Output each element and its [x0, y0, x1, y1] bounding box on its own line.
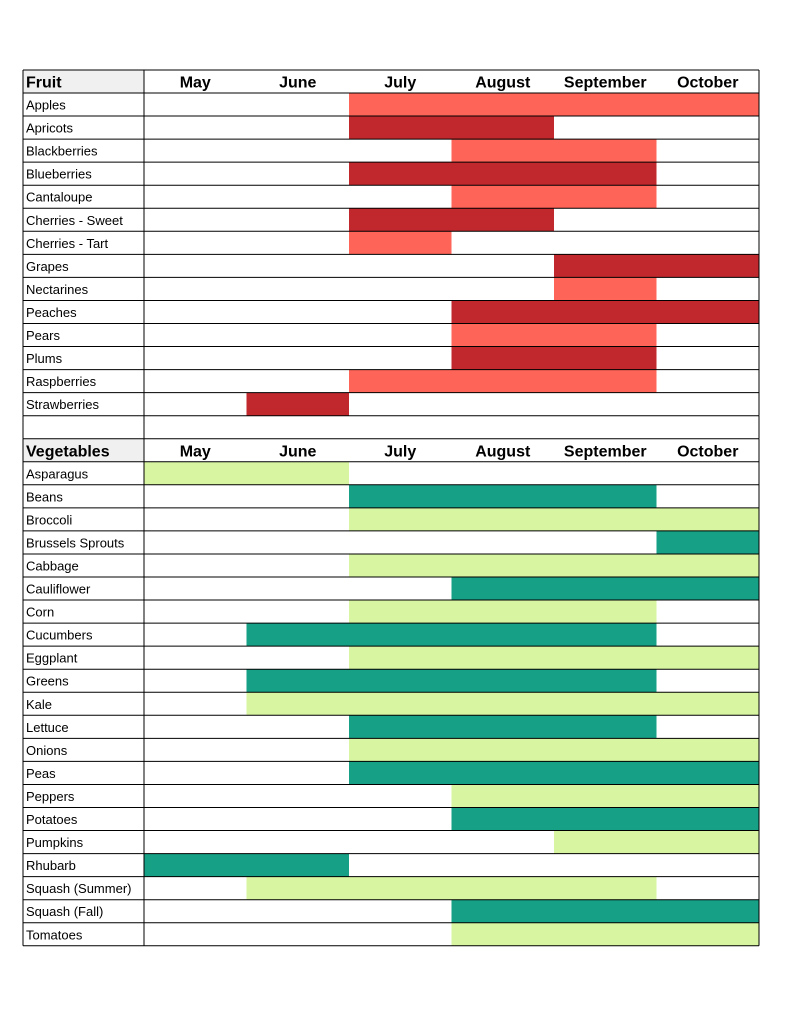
season-bar [452, 185, 657, 208]
season-bar [554, 254, 759, 277]
month-header-october: October [677, 74, 739, 92]
season-bar [247, 692, 760, 715]
month-header-may: May [179, 443, 211, 461]
row-label: Beans [26, 489, 63, 505]
row-label: Asparagus [26, 466, 89, 482]
row-label: Brussels Sprouts [26, 535, 125, 551]
row-label: Apricots [26, 120, 73, 136]
season-bar [452, 784, 760, 807]
row-label: Raspberries [26, 374, 97, 390]
row-label: Lettuce [26, 719, 69, 735]
row-label: Cantaloupe [26, 189, 93, 205]
month-header-october: October [677, 443, 739, 461]
season-bar [349, 554, 759, 577]
season-bar [452, 139, 657, 162]
season-bar [247, 623, 657, 646]
month-header-august: August [475, 443, 531, 461]
row-label: Nectarines [26, 281, 89, 297]
row-label: Rhubarb [26, 858, 76, 874]
row-label: Eggplant [26, 650, 78, 666]
row-label: Squash (Fall) [26, 904, 104, 920]
season-bar [349, 738, 759, 761]
season-bar [349, 370, 657, 393]
month-header-july: July [384, 74, 417, 92]
row-label: Cauliflower [26, 581, 91, 597]
season-bar [554, 831, 759, 854]
row-label: Tomatoes [26, 927, 83, 943]
row-label: Pumpkins [26, 835, 84, 851]
season-bar [349, 162, 657, 185]
season-bar [144, 462, 349, 485]
season-bar [452, 300, 760, 323]
season-bar [452, 923, 760, 946]
season-bar [657, 531, 760, 554]
row-label: Cherries - Sweet [26, 212, 123, 228]
row-label: Potatoes [26, 812, 78, 827]
row-label: Blueberries [26, 166, 92, 182]
row-label: Apples [26, 97, 66, 113]
season-bar [349, 231, 452, 254]
row-label: Cabbage [26, 558, 79, 574]
row-label: Kale [26, 696, 53, 712]
month-header-june: June [279, 443, 317, 461]
row-label: Corn [26, 604, 55, 620]
row-label: Greens [26, 673, 69, 689]
row-label: Blackberries [26, 143, 98, 159]
season-bar [144, 854, 349, 877]
month-header-september: September [563, 74, 647, 92]
season-bar [247, 877, 657, 900]
row-label: Grapes [26, 258, 69, 274]
month-header-june: June [279, 74, 317, 92]
row-label: Squash (Summer) [26, 881, 132, 897]
month-header-september: September [563, 443, 647, 461]
season-bar [452, 900, 760, 923]
section-title: Fruit [26, 74, 62, 92]
season-bar [349, 93, 759, 116]
season-bar [349, 715, 657, 738]
season-bar [349, 600, 657, 623]
season-bar [452, 577, 760, 600]
season-bar [349, 761, 759, 784]
season-bar [349, 116, 554, 139]
season-bar [349, 485, 657, 508]
season-bar [349, 646, 759, 669]
section-title: Vegetables [26, 443, 110, 461]
season-bar [349, 208, 554, 231]
season-bar [452, 808, 760, 831]
season-bar [247, 393, 350, 416]
row-label: Peppers [26, 788, 75, 804]
row-label: Peas [26, 765, 56, 781]
row-label: Cucumbers [26, 627, 93, 643]
month-header-may: May [179, 74, 211, 92]
row-label: Onions [26, 742, 68, 758]
row-label: Broccoli [26, 512, 73, 528]
row-label: Pears [26, 328, 60, 343]
season-bar [349, 508, 759, 531]
month-header-august: August [475, 74, 531, 92]
row-label: Strawberries [26, 397, 99, 413]
season-bar [452, 324, 657, 347]
season-bar [247, 669, 657, 692]
season-bar [452, 347, 657, 370]
row-label: Peaches [26, 304, 77, 320]
row-label: Cherries - Tart [26, 235, 109, 251]
row-label: Plums [26, 351, 63, 367]
season-bar [554, 277, 657, 300]
month-header-july: July [384, 443, 417, 461]
